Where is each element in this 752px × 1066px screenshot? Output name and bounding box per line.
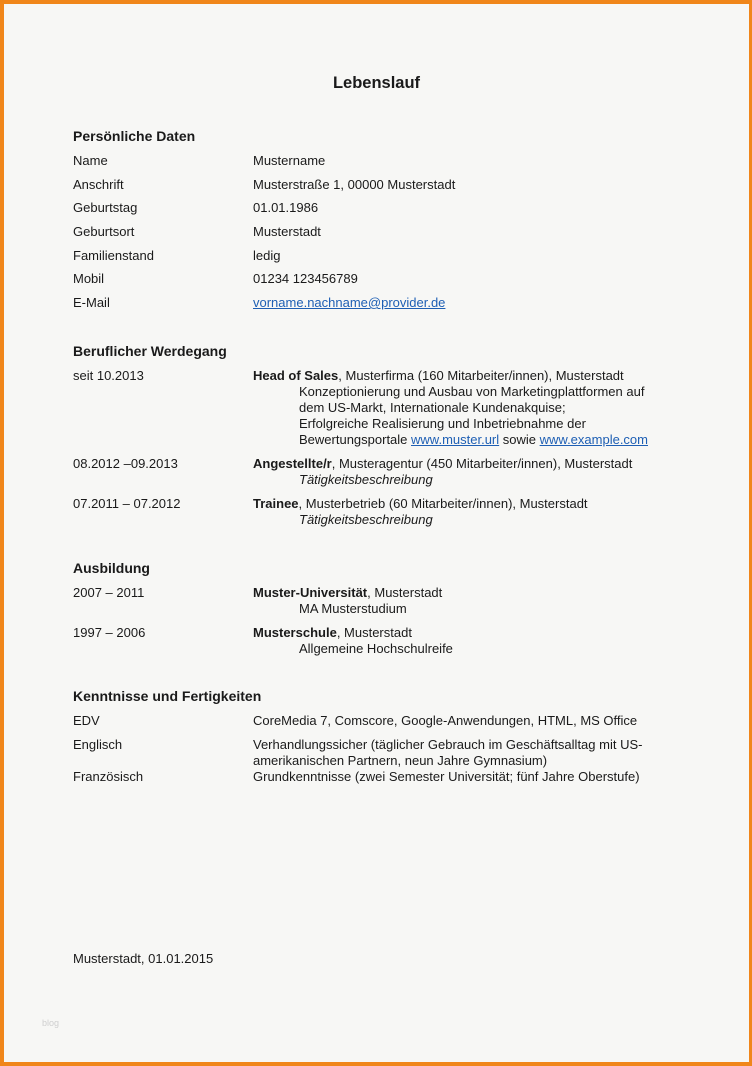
job-description: Tätigkeitsbeschreibung	[299, 472, 433, 487]
job-role: Trainee	[253, 496, 299, 511]
value-address: Musterstraße 1, 00000 Musterstadt	[253, 177, 456, 192]
value-marital-status: ledig	[253, 248, 281, 263]
label-address: Anschrift	[73, 177, 124, 192]
education-degree: MA Musterstudium	[299, 601, 407, 616]
job-role: Head of Sales	[253, 368, 339, 383]
education-institution: Musterschule	[253, 625, 337, 640]
job-description: Konzeptionierung und Ausbau von Marketingplattformen auf	[299, 384, 645, 399]
education-degree: Allgemeine Hochschulreife	[299, 641, 453, 656]
value-name: Mustername	[253, 153, 326, 168]
education-place: , Musterstadt	[367, 585, 443, 600]
watermark-text: blog	[42, 1018, 60, 1028]
place-date-signature-line: Musterstadt, 01.01.2015	[73, 951, 214, 966]
education-institution-line	[253, 585, 442, 601]
job-description-text: sowie	[499, 432, 540, 447]
job-period: 08.2012 –09.2013	[73, 456, 178, 471]
label-marital-status: Familienstand	[73, 248, 154, 263]
job-role: Angestellte/r	[253, 456, 332, 471]
education-institution: Muster-Universität	[253, 585, 368, 600]
label-mobile: Mobil	[73, 271, 105, 286]
job-employer: , Musteragentur (450 Mitarbeiter/innen), Musterstadt	[331, 456, 633, 471]
education-period: 1997 – 2006	[73, 625, 146, 640]
skill-label-english: Englisch	[73, 737, 123, 752]
job-title-line	[253, 368, 624, 384]
document-title: Lebenslauf	[332, 74, 421, 92]
label-birthplace: Geburtsort	[73, 224, 135, 239]
value-birthday: 01.01.1986	[253, 200, 319, 215]
label-birthday: Geburtstag	[73, 200, 138, 215]
skill-value-edv: CoreMedia 7, Comscore, Google-Anwendungen, HTML, MS Office	[253, 713, 638, 728]
job-employer: , Musterfirma (160 Mitarbeiter/innen), Musterstadt	[338, 368, 624, 383]
email-link[interactable]: vorname.nachname@provider.de	[253, 295, 446, 310]
job-period: 07.2011 – 07.2012	[73, 496, 181, 511]
section-heading-career: Beruflicher Werdegang	[73, 343, 227, 359]
section-heading-education: Ausbildung	[73, 560, 150, 576]
job-description-text: Bewertungsportale	[299, 432, 412, 447]
section-heading-skills: Kenntnisse und Fertigkeiten	[73, 688, 262, 704]
skill-label-french: Französisch	[73, 769, 144, 784]
job-description: Erfolgreiche Realisierung und Inbetriebnahme der	[299, 416, 586, 431]
job-employer: , Musterbetrieb (60 Mitarbeiter/innen), Musterstadt	[298, 496, 588, 511]
section-heading-personal: Persönliche Daten	[73, 128, 196, 144]
job-description: dem US-Markt, Internationale Kundenakquise;	[299, 400, 566, 415]
education-institution-line	[253, 625, 412, 641]
skill-value-english: Verhandlungssicher (täglicher Gebrauch im Geschäftsalltag mit US-	[253, 737, 643, 752]
skill-label-edv: EDV	[73, 713, 100, 728]
job-title-line	[253, 456, 632, 472]
job-description-links	[299, 432, 648, 448]
skill-value-english-cont: amerikanischen Partnern, neun Jahre Gymnasium)	[253, 753, 548, 768]
education-place: , Musterstadt	[336, 625, 412, 640]
value-birthplace: Musterstadt	[253, 224, 321, 239]
skill-value-french: Grundkenntnisse (zwei Semester Universität; fünf Jahre Oberstufe)	[253, 769, 640, 784]
label-name: Name	[73, 153, 108, 168]
example-com-link[interactable]: www.example.com	[539, 432, 648, 447]
label-email: E-Mail	[73, 295, 110, 310]
job-description: Tätigkeitsbeschreibung	[299, 512, 433, 527]
value-mobile: 01234 123456789	[253, 271, 358, 286]
muster-url-link[interactable]: www.muster.url	[411, 432, 500, 447]
job-period: seit 10.2013	[73, 368, 144, 383]
education-period: 2007 – 2011	[73, 585, 145, 600]
job-title-line	[253, 496, 588, 512]
